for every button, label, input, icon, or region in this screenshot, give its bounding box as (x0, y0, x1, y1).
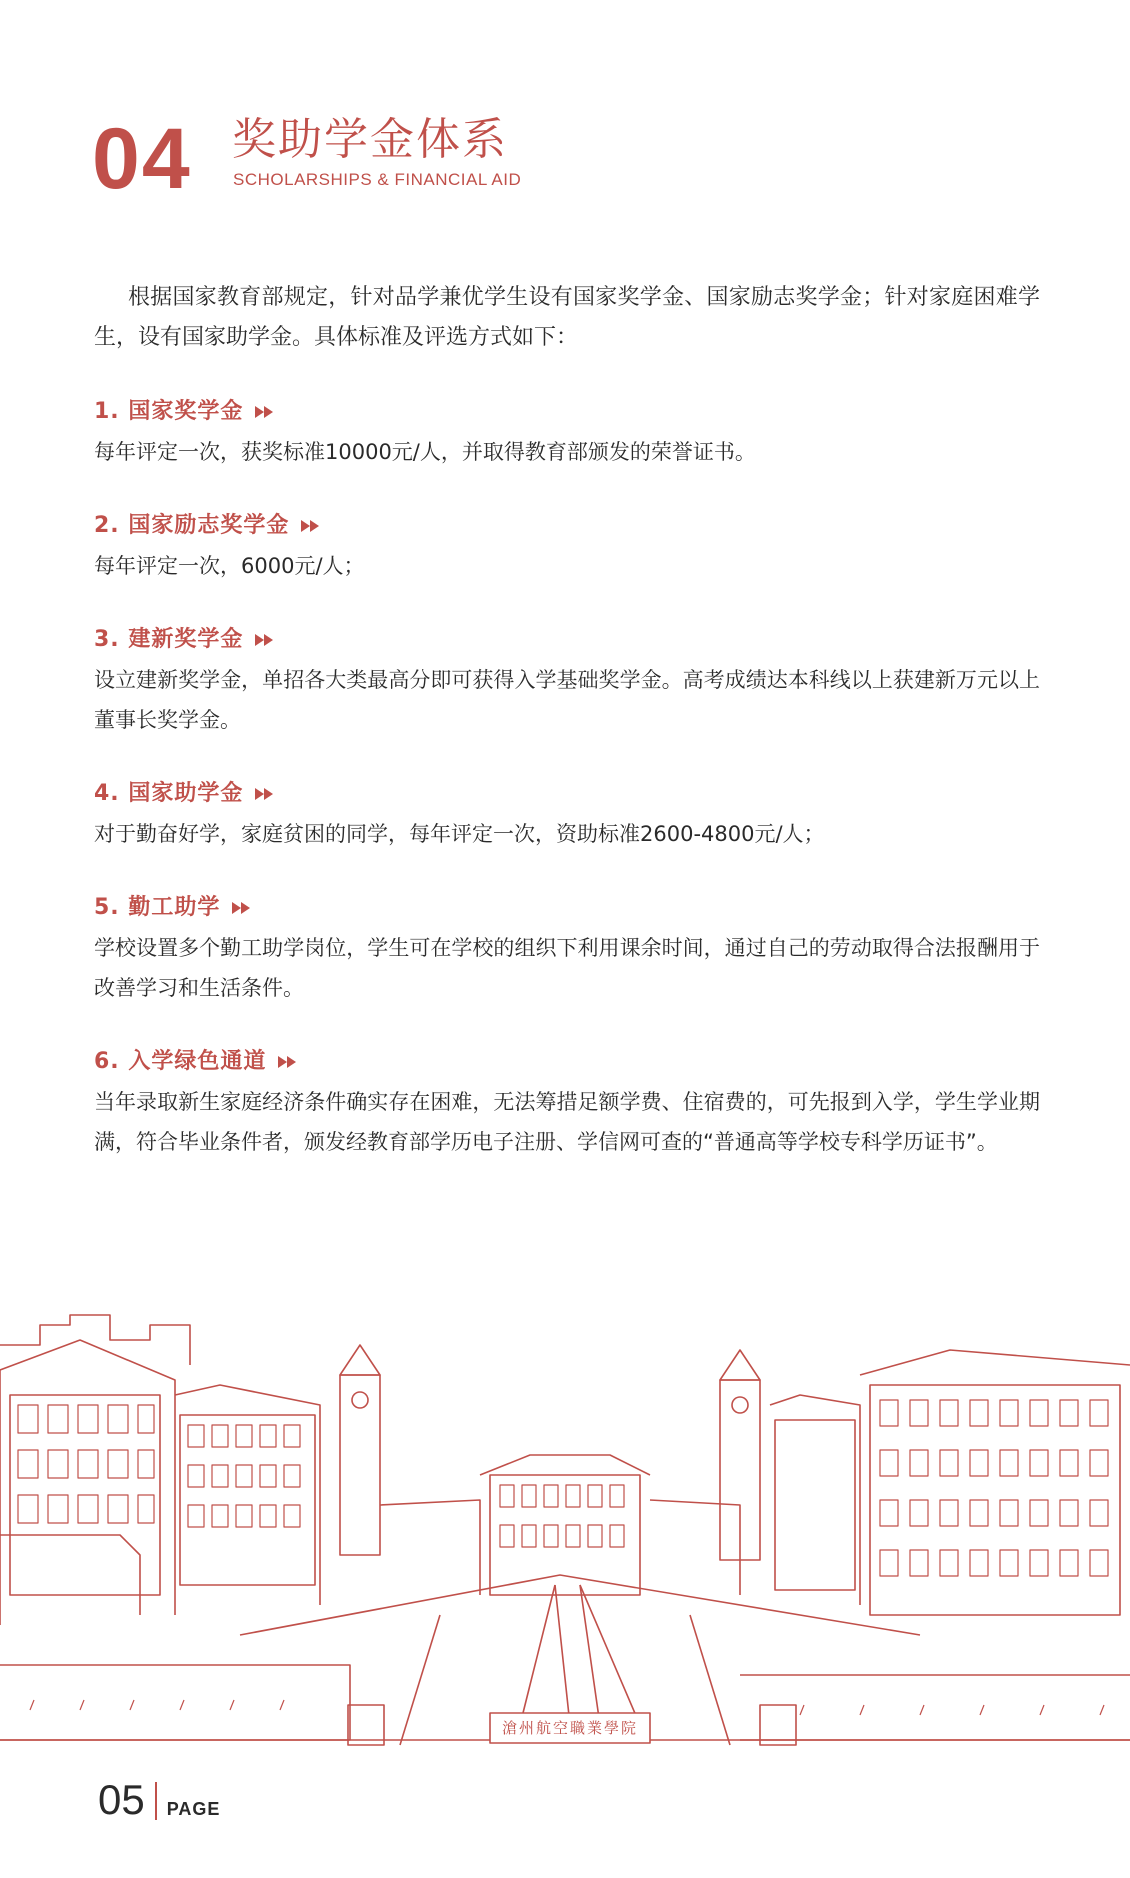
campus-illustration (0, 1285, 1130, 1755)
item-title (94, 620, 1040, 660)
item-title-text: 2. 国家励志奖学金 (94, 513, 290, 538)
page-footer (98, 1778, 220, 1822)
aid-item-inspirational-scholarship (94, 506, 1040, 586)
item-title (94, 1042, 1040, 1082)
double-arrow-icon (232, 901, 252, 915)
double-arrow-icon (255, 787, 275, 801)
page-label: PAGE (166, 1799, 221, 1819)
item-body: 设立建新奖学金，单招各大类最高分即可获得入学基础奖学金。高考成绩达本科线以上获建新万元以上董事长奖学金。 (94, 668, 1040, 732)
aid-item-green-channel (94, 1042, 1040, 1162)
item-body: 对于勤奋好学，家庭贫困的同学，每年评定一次，资助标准2600-4800元/人； (94, 822, 825, 846)
item-title-text: 6. 入学绿色通道 (94, 1049, 267, 1074)
aid-item-jianxin-scholarship (94, 620, 1040, 740)
double-arrow-icon (255, 633, 275, 647)
aid-item-national-scholarship (94, 392, 1040, 472)
double-arrow-icon (255, 405, 275, 419)
item-body: 学校设置多个勤工助学岗位，学生可在学校的组织下利用课余时间，通过自己的劳动取得合法报酬用于改善学习和生活条件。 (94, 936, 1040, 1000)
page-number: 05 (98, 1776, 145, 1823)
item-title-text: 3. 建新奖学金 (94, 627, 244, 652)
item-title (94, 506, 1040, 546)
double-arrow-icon (278, 1055, 298, 1069)
item-title-text: 4. 国家助学金 (94, 781, 244, 806)
item-title (94, 774, 1040, 814)
item-body: 每年评定一次，6000元/人； (94, 554, 365, 578)
page-divider (155, 1782, 157, 1820)
double-arrow-icon (301, 519, 321, 533)
main-content (94, 278, 1040, 1162)
section-title: 奖助学金体系 (232, 114, 508, 165)
section-subtitle: SCHOLARSHIPS & FINANCIAL AID (233, 170, 522, 189)
section-number: 04 (92, 111, 192, 207)
item-title-text: 1. 国家奖学金 (94, 399, 244, 424)
item-body: 当年录取新生家庭经济条件确实存在困难，无法筹措足额学费、住宿费的，可先报到入学，学生学业期满，符合毕业条件者，颁发经教育部学历电子注册、学信网可查的“普通高等学校专科学历证书”。 (94, 1090, 1040, 1154)
intro-paragraph: 根据国家教育部规定，针对品学兼优学生设有国家奖学金、国家励志奖学金；针对家庭困难学生，设有国家助学金。具体标准及评选方式如下： (94, 285, 1040, 350)
aid-item-national-grant (94, 774, 1040, 854)
gate-sign-text: 滄州航空職業學院 (501, 1719, 638, 1737)
item-title-text: 5. 勤工助学 (94, 895, 221, 920)
item-title (94, 888, 1040, 928)
aid-item-work-study (94, 888, 1040, 1008)
item-body: 每年评定一次，获奖标准10000元/人，并取得教育部颁发的荣誉证书。 (94, 440, 756, 464)
item-title (94, 392, 1040, 432)
